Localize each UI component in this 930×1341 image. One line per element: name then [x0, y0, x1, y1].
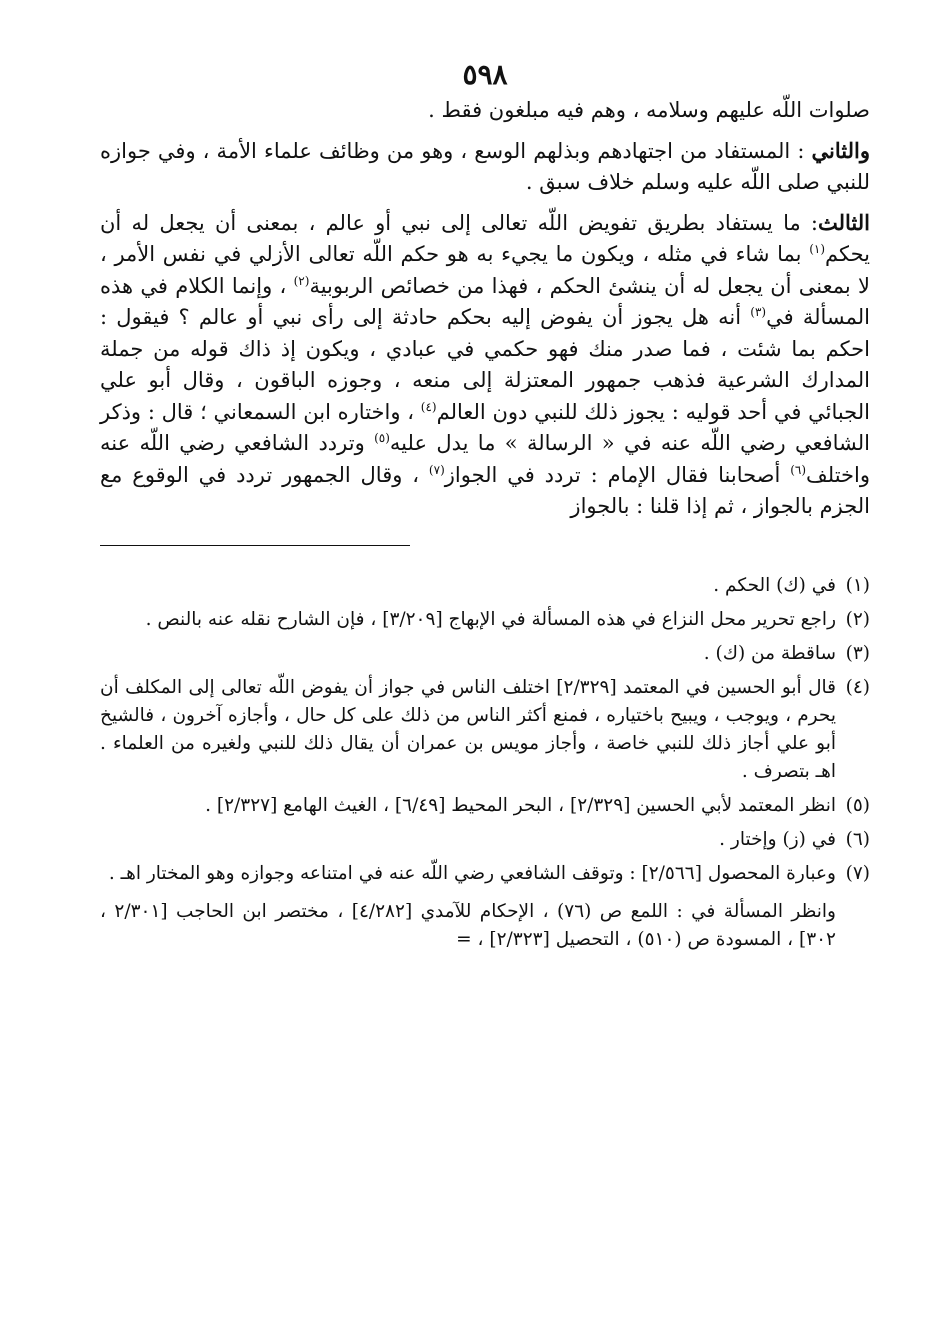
footnote-ref-6[interactable]: (٦) [790, 462, 807, 477]
footnote-separator [100, 545, 410, 546]
paragraph-2-text: : المستفاد من اجتهادهم وبذلهم الوسع ، وهو من وظائف علماء الأمة ، وفي جوازه للنبي صلى اللّه عليه وسلم خلاف سبق . [100, 138, 870, 194]
footnote-continuation-text: وانظر المسألة في : اللمع ص (٧٦) ، الإحكام للآمدي [٤/٢٨٢] ، مختصر ابن الحاجب [٢/٣٠١ ، ٣٠٢] ، المسودة ص (٥١٠) ، التحصيل [٢/٣٢٣] ، = [100, 900, 836, 950]
paragraph-2-keyword: والثاني [811, 137, 870, 163]
footnote-2 [100, 606, 870, 634]
footnote-ref-1[interactable]: (١) [809, 242, 826, 256]
main-text [100, 95, 870, 523]
footnote-text: انظر المعتمد لأبي الحسين [٢/٣٢٩] ، البحر المحيط [٦/٤٩] ، الغيث الهامع [٢/٣٢٧] . [205, 794, 836, 816]
footnote-number: (١) [845, 574, 870, 596]
footnote-number: (٦) [845, 828, 870, 850]
footnote-number: (٧) [845, 862, 870, 884]
footnote-text: قال أبو الحسين في المعتمد [٢/٣٢٩] اختلف الناس في جواز أن يفوض اللّه تعالى إلى المكلف أن يحرم ، ويوجب ، ويبيح باختياره ، فمنع أكثر الناس من ذلك على كل حال ، وأجازه آخرون ، فالشيخ أبو علي أجاز ذلك للنبي خاصة ، وأجاز مويس بن عمران أن يقال ذلك للنبي ولغيره من العلماء . اهـ بتصرف . [100, 676, 836, 782]
paragraph-2 [100, 135, 870, 199]
paragraph-3-keyword: الثالث [818, 209, 870, 235]
paragraph-3-text-g: أصحابنا فقال الإمام : تردد في الجواز [444, 462, 791, 487]
footnote-6 [100, 826, 870, 854]
footnote-number: (٢) [845, 608, 870, 630]
footnote-ref-7[interactable]: (٧) [428, 462, 445, 477]
paragraph-3 [100, 207, 870, 523]
footnote-text: وعبارة المحصول [٢/٥٦٦] : وتوقف الشافعي رضي اللّه عنه في امتناعه وجوازه وهو المختار اهـ . [108, 862, 836, 884]
footnote-number: (٣) [845, 642, 870, 664]
paragraph-3-text-b: بما شاء في مثله ، ويكون ما يجيء به هو حكم اللّه تعالى الأزلي في نفس الأمر ، لا بمعنى أن يجعل له أن ينشئ الحكم ، فهذا من خصائص الربوبية [100, 242, 870, 298]
footnote-ref-3[interactable]: (٣) [750, 305, 767, 319]
footnote-ref-4[interactable]: (٤) [420, 399, 437, 414]
footnote-text: في (ز) وإختار . [719, 828, 836, 850]
paragraph-3-text-h: ، وقال الجمهور تردد في الوقوع مع الجزم بالجواز ، ثم إذا قلنا : بالجواز [100, 462, 870, 518]
paragraph-3-text-d: أنه هل يجوز أن يفوض إليه بحكم حادثة إلى رأى نبي أو عالم ؟ فيقول : احكم بما شئت ، فما صدر منك فهو حكمي في عبادي ، ويكون إذ ذاك قوله من جملة المدارك الشرعية فذهب جمهور المعتزلة إلى منعه ، وجوزه الباقون ، وقال أبو علي الجبائي في أحد قوليه : يجوز ذلك للنبي دون العالم [100, 305, 870, 424]
footnote-continuation [100, 898, 870, 954]
paragraph-3-text-c: ، وإنما الكلام في هذه المسألة في [100, 273, 870, 329]
paragraph-3-text-a: : ما يستفاد بطريق تفويض اللّه تعالى إلى نبي أو عالم ، بمعنى أن يجعل له أن يحكم [100, 210, 870, 266]
footnote-text: ساقطة من (ك) . [703, 642, 836, 664]
footnote-5 [100, 792, 870, 820]
paragraph-3-text-e: ، واختاره ابن السمعاني ؛ قال : وذكر الشافعي رضي اللّه عنه في « الرسالة » ما يدل عليه [100, 399, 870, 455]
paragraph-3-text-f: وتردد الشافعي رضي اللّه عنه واختلف [100, 431, 870, 487]
footnotes [100, 572, 870, 954]
footnote-1 [100, 572, 870, 600]
footnote-text: في (ك) الحكم . [713, 574, 836, 596]
paragraph-1: صلوات اللّه عليهم وسلامه ، وهم فيه مبلغون فقط . [428, 98, 870, 122]
footnote-text: راجع تحرير محل النزاع في هذه المسألة في الإبهاج [٣/٢٠٩] ، فإن الشارح نقله عنه بالنص . [145, 608, 836, 630]
footnote-3 [100, 640, 870, 668]
footnote-number: (٤) [845, 676, 870, 698]
book-page [100, 55, 870, 954]
footnote-ref-5[interactable]: (٥) [374, 431, 390, 445]
footnote-4 [100, 674, 870, 786]
footnote-7 [100, 860, 870, 888]
page-number: ٥٩٨ [462, 58, 508, 91]
footnote-number: (٥) [845, 794, 870, 816]
footnote-ref-2[interactable]: (٢) [293, 273, 310, 288]
